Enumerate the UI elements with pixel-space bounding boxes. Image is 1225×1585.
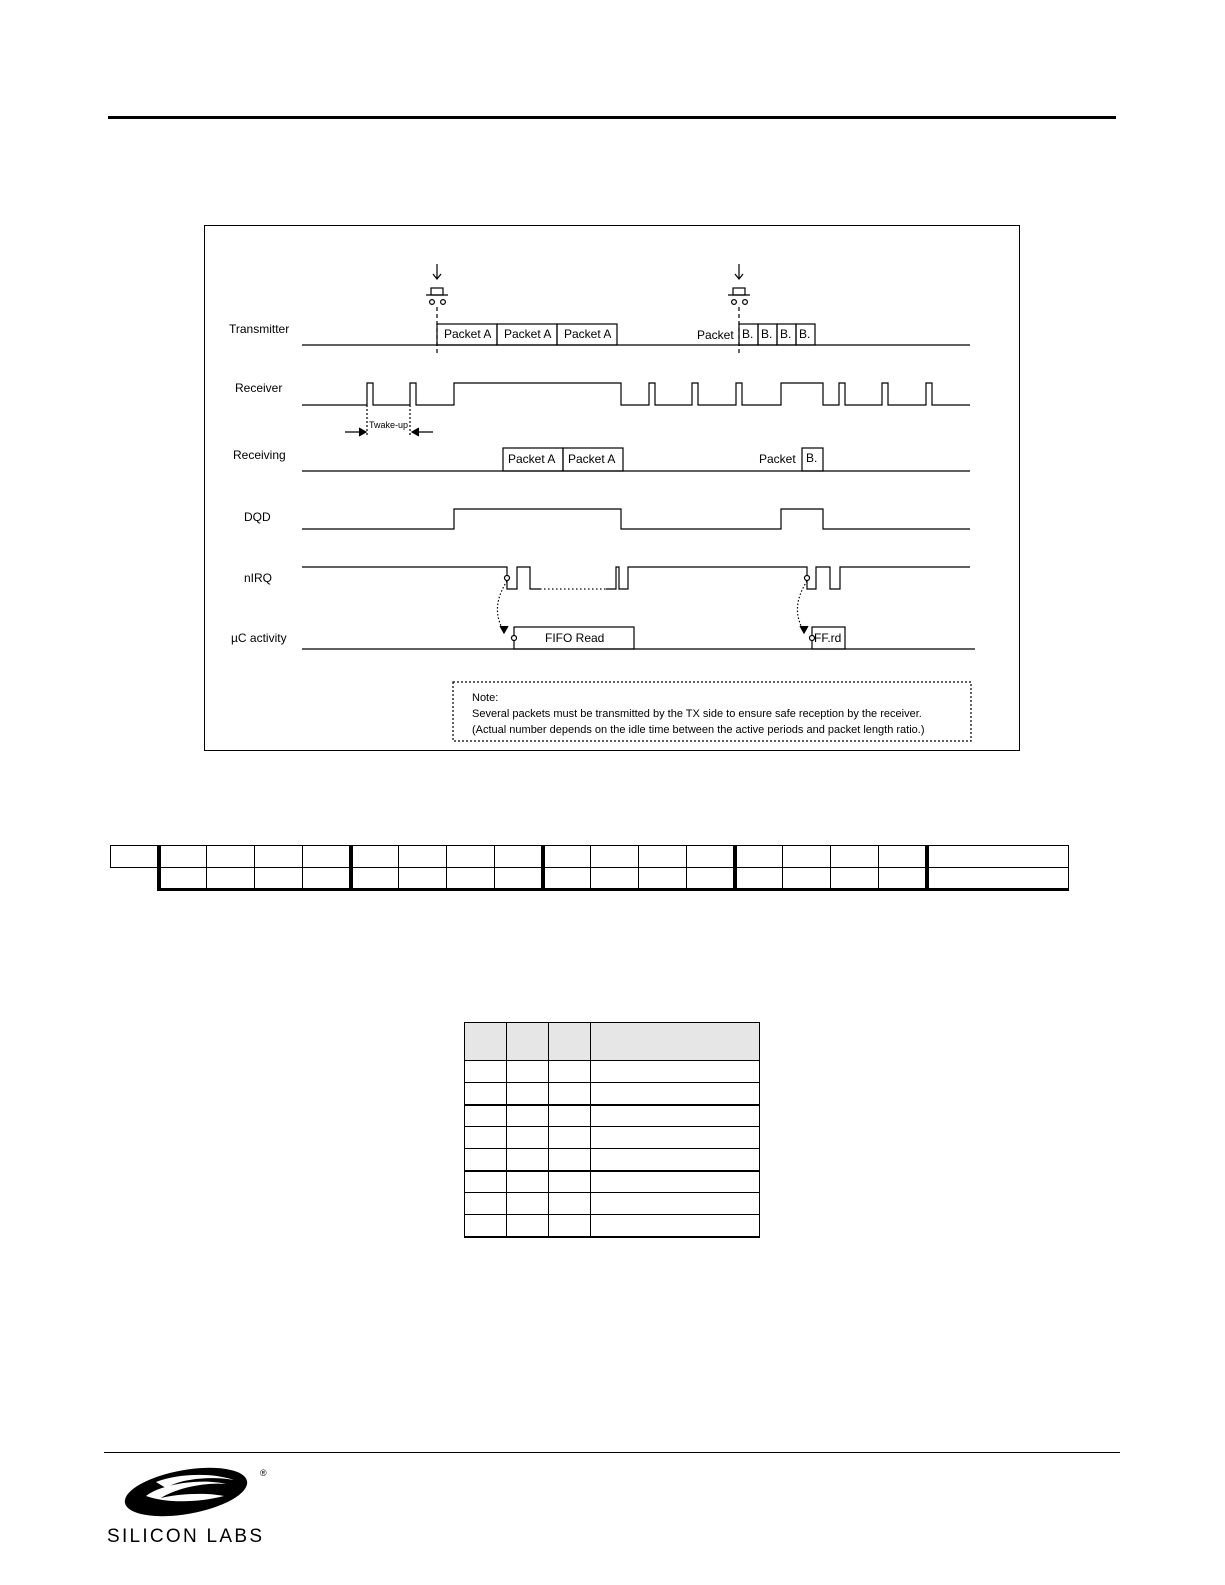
register-cell bbox=[447, 846, 495, 868]
bit-table-cell bbox=[465, 1149, 507, 1171]
bit-table-row bbox=[465, 1149, 760, 1171]
fifo-read-label: FIFO Read bbox=[545, 631, 605, 645]
register-cell bbox=[591, 868, 639, 890]
rx-packet-b-label: Packet bbox=[759, 452, 796, 466]
register-bit-row bbox=[111, 846, 1069, 868]
register-cell bbox=[255, 868, 303, 890]
bit-table-cell bbox=[549, 1127, 591, 1149]
register-bit-table bbox=[110, 845, 1069, 891]
bit-table-cell bbox=[507, 1149, 549, 1171]
signal-label-transmitter: Transmitter bbox=[229, 322, 290, 336]
register-cell bbox=[399, 846, 447, 868]
bit-table-cell bbox=[549, 1171, 591, 1193]
bit-table-cell bbox=[591, 1105, 760, 1127]
registered-mark: ® bbox=[260, 1468, 267, 1478]
bit-table-cell bbox=[465, 1061, 507, 1083]
bit-table-cell bbox=[549, 1105, 591, 1127]
footer-rule bbox=[104, 1452, 1120, 1453]
tx-packet-label: Packet A bbox=[444, 327, 492, 341]
bit-table-cell bbox=[465, 1127, 507, 1149]
note-title: Note: bbox=[472, 692, 499, 704]
register-cell bbox=[399, 868, 447, 890]
bit-table-cell bbox=[465, 1193, 507, 1215]
tx-b-label: B. bbox=[780, 327, 792, 341]
bit-table-cell bbox=[465, 1105, 507, 1127]
bit-table-header-cell bbox=[549, 1023, 591, 1061]
register-cell bbox=[255, 846, 303, 868]
signal-label-uc-activity: µC activity bbox=[231, 631, 287, 645]
register-cell bbox=[303, 846, 351, 868]
register-cell bbox=[879, 846, 927, 868]
register-cell bbox=[735, 846, 783, 868]
note-line-2: (Actual number depends on the idle time between the active periods and packet length ratio.) bbox=[472, 724, 925, 736]
register-cell bbox=[543, 846, 591, 868]
register-cell bbox=[351, 868, 399, 890]
signal-label-dqd: DQD bbox=[244, 510, 271, 524]
register-cell bbox=[111, 868, 159, 890]
tx-packet-label: Packet A bbox=[504, 327, 552, 341]
bit-table-cell bbox=[549, 1149, 591, 1171]
register-cell bbox=[207, 846, 255, 868]
register-cell bbox=[447, 868, 495, 890]
receiver-waveform bbox=[302, 383, 970, 405]
register-cell bbox=[783, 868, 831, 890]
bit-table-cell bbox=[549, 1083, 591, 1105]
bit-table-cell bbox=[465, 1215, 507, 1237]
bit-table-row bbox=[465, 1061, 760, 1083]
bit-table-row bbox=[465, 1105, 760, 1127]
bit-table-cell bbox=[465, 1171, 507, 1193]
bit-table-cell bbox=[507, 1193, 549, 1215]
bit-table-cell bbox=[507, 1215, 549, 1237]
silicon-labs-logo bbox=[106, 1466, 276, 1548]
register-cell bbox=[159, 846, 207, 868]
register-cell bbox=[639, 846, 687, 868]
bit-table-cell bbox=[591, 1149, 760, 1171]
rx-packet-label: Packet A bbox=[508, 452, 556, 466]
bit-table-header-row bbox=[465, 1023, 760, 1061]
register-cell bbox=[783, 846, 831, 868]
bit-table-header-cell bbox=[465, 1023, 507, 1061]
register-cell bbox=[735, 868, 783, 890]
register-cell bbox=[591, 846, 639, 868]
bit-table-cell bbox=[591, 1083, 760, 1105]
bit-setting-table bbox=[464, 1022, 760, 1238]
logo-wordmark: SILICON LABS bbox=[107, 1526, 269, 1547]
dqd-waveform bbox=[302, 509, 970, 529]
bit-table-row bbox=[465, 1127, 760, 1149]
bit-table-row bbox=[465, 1215, 760, 1237]
bit-table-cell bbox=[591, 1127, 760, 1149]
tx-packet-b-label: Packet bbox=[697, 328, 734, 342]
signal-label-receiver: Receiver bbox=[235, 381, 283, 395]
bit-table-cell bbox=[549, 1193, 591, 1215]
tx-packet-label: Packet A bbox=[564, 327, 612, 341]
register-cell bbox=[927, 846, 1069, 868]
register-cell bbox=[831, 846, 879, 868]
bit-table-cell bbox=[507, 1127, 549, 1149]
register-cell bbox=[303, 868, 351, 890]
register-cell bbox=[831, 868, 879, 890]
bit-table-cell bbox=[507, 1171, 549, 1193]
register-cell bbox=[687, 846, 735, 868]
register-cell bbox=[351, 846, 399, 868]
bit-table-row bbox=[465, 1171, 760, 1193]
register-bit-row bbox=[111, 868, 1069, 890]
bit-table-cell bbox=[549, 1061, 591, 1083]
bit-table-cell bbox=[591, 1193, 760, 1215]
bit-table-cell bbox=[549, 1215, 591, 1237]
bit-table-cell bbox=[507, 1105, 549, 1127]
register-cell bbox=[639, 868, 687, 890]
register-cell bbox=[879, 868, 927, 890]
bit-table-header-cell bbox=[591, 1023, 760, 1061]
bit-table-cell bbox=[507, 1083, 549, 1105]
tx-b-label: B. bbox=[799, 327, 811, 341]
twake-label: Twake-up bbox=[369, 420, 409, 430]
register-cell bbox=[495, 846, 543, 868]
bit-table-header-cell bbox=[507, 1023, 549, 1061]
rx-b-label: B. bbox=[806, 451, 818, 465]
register-cell bbox=[495, 868, 543, 890]
bit-table-cell bbox=[591, 1061, 760, 1083]
register-cell bbox=[543, 868, 591, 890]
register-cell bbox=[207, 868, 255, 890]
register-cell bbox=[927, 868, 1069, 890]
tx-b-label: B. bbox=[761, 327, 773, 341]
bit-table-cell bbox=[591, 1171, 760, 1193]
register-cell bbox=[159, 868, 207, 890]
note-line-1: Several packets must be transmitted by the TX side to ensure safe reception by the receiver. bbox=[472, 708, 922, 720]
bit-table-cell bbox=[465, 1083, 507, 1105]
register-cell bbox=[111, 846, 159, 868]
tx-b-label: B. bbox=[742, 327, 754, 341]
bit-table-cell bbox=[507, 1061, 549, 1083]
register-cell bbox=[687, 868, 735, 890]
signal-label-receiving: Receiving bbox=[233, 448, 286, 462]
signal-label-nirq: nIRQ bbox=[244, 571, 273, 585]
bit-table-row bbox=[465, 1193, 760, 1215]
ff-rd-label: FF.rd bbox=[814, 631, 842, 645]
bit-table-cell bbox=[591, 1215, 760, 1237]
rx-packet-label: Packet A bbox=[568, 452, 616, 466]
bit-table-row bbox=[465, 1083, 760, 1105]
